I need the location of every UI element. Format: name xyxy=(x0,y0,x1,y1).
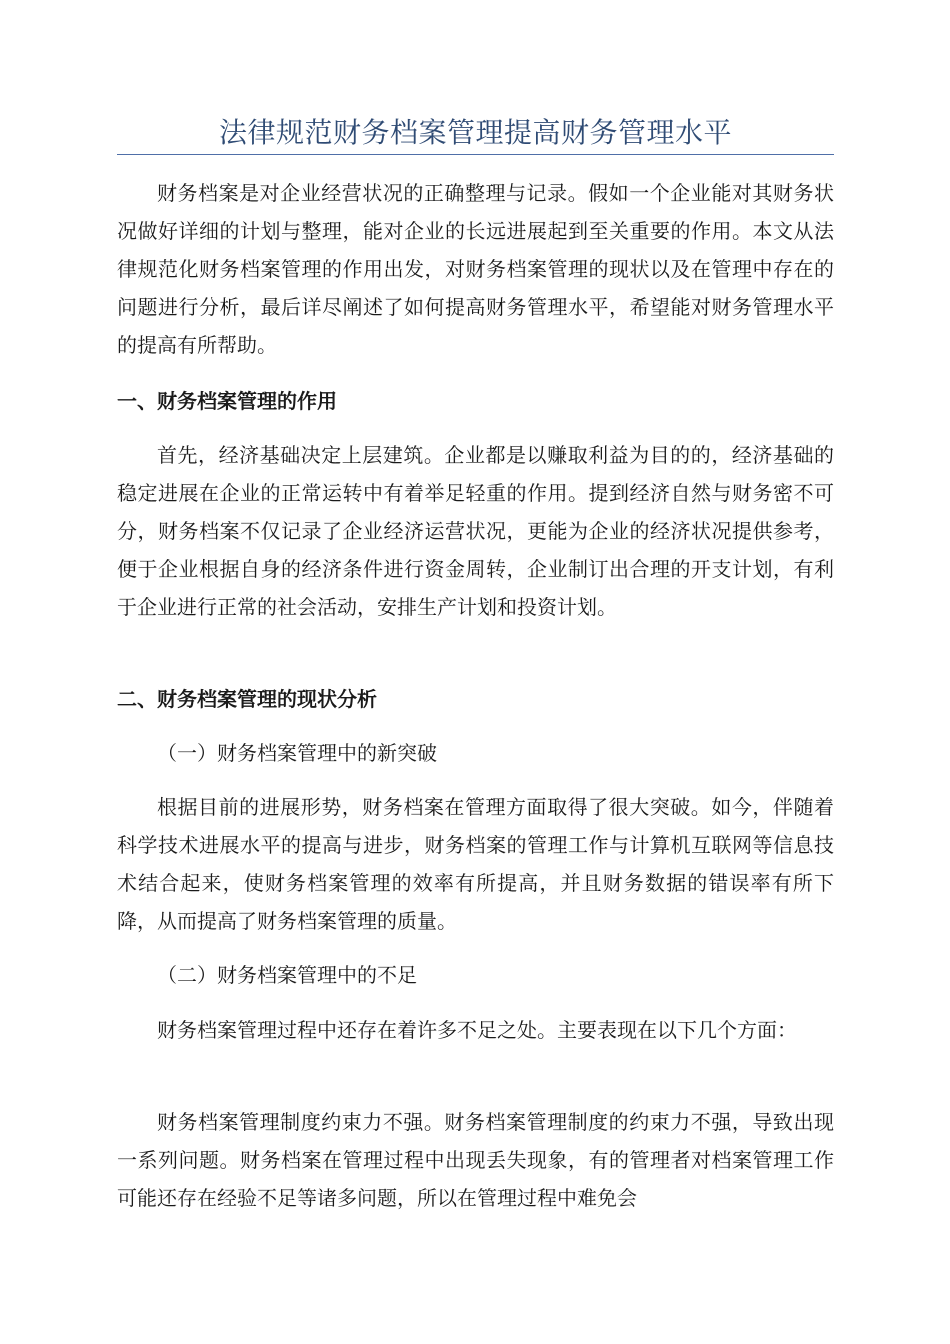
section-2-heading: 二、财务档案管理的现状分析 xyxy=(117,687,377,711)
section-1-heading: 一、财务档案管理的作用 xyxy=(117,389,337,413)
subsection-2-paragraph-2: 财务档案管理制度约束力不强。财务档案管理制度的约束力不强，导致出现一系列问题。财务档案在管理过程中出现丢失现象，有的管理者对档案管理工作可能还存在经验不足等诸多问题，所以在管理过程中难免会 xyxy=(117,1110,834,1210)
section-1-paragraph: 首先，经济基础决定上层建筑。企业都是以赚取利益为目的的，经济基础的稳定进展在企业的正常运转中有着举足轻重的作用。提到经济自然与财务密不可分，财务档案不仅记录了企业经济运营状况，更能为企业的经济状况提供参考，便于企业根据自身的经济条件进行资金周转，企业制订出合理的开支计划，有利于企业进行正常的社会活动，安排生产计划和投资计划。 xyxy=(117,443,834,619)
title-underline xyxy=(117,154,834,155)
subsection-2-paragraph-1: 财务档案管理过程中还存在着许多不足之处。主要表现在以下几个方面： xyxy=(157,1018,797,1042)
document-title: 法律规范财务档案管理提高财务管理水平 xyxy=(218,116,732,149)
subsection-1-paragraph: 根据目前的进展形势，财务档案在管理方面取得了很大突破。如今，伴随着科学技术进展水平的提高与进步，财务档案的管理工作与计算机互联网等信息技术结合起来，使财务档案管理的效率有所提高，并且财务数据的错误率有所下降，从而提高了财务档案管理的质量。 xyxy=(117,795,834,933)
subsection-2-heading: （二）财务档案管理中的不足 xyxy=(157,963,417,987)
intro-paragraph: 财务档案是对企业经营状况的正确整理与记录。假如一个企业能对其财务状况做好详细的计划与整理，能对企业的长远进展起到至关重要的作用。本文从法律规范化财务档案管理的作用出发，对财务档案管理的现状以及在管理中存在的问题进行分析，最后详尽阐述了如何提高财务管理水平，希望能对财务管理水平的提高有所帮助。 xyxy=(117,181,834,357)
subsection-1-heading: （一）财务档案管理中的新突破 xyxy=(157,741,437,765)
